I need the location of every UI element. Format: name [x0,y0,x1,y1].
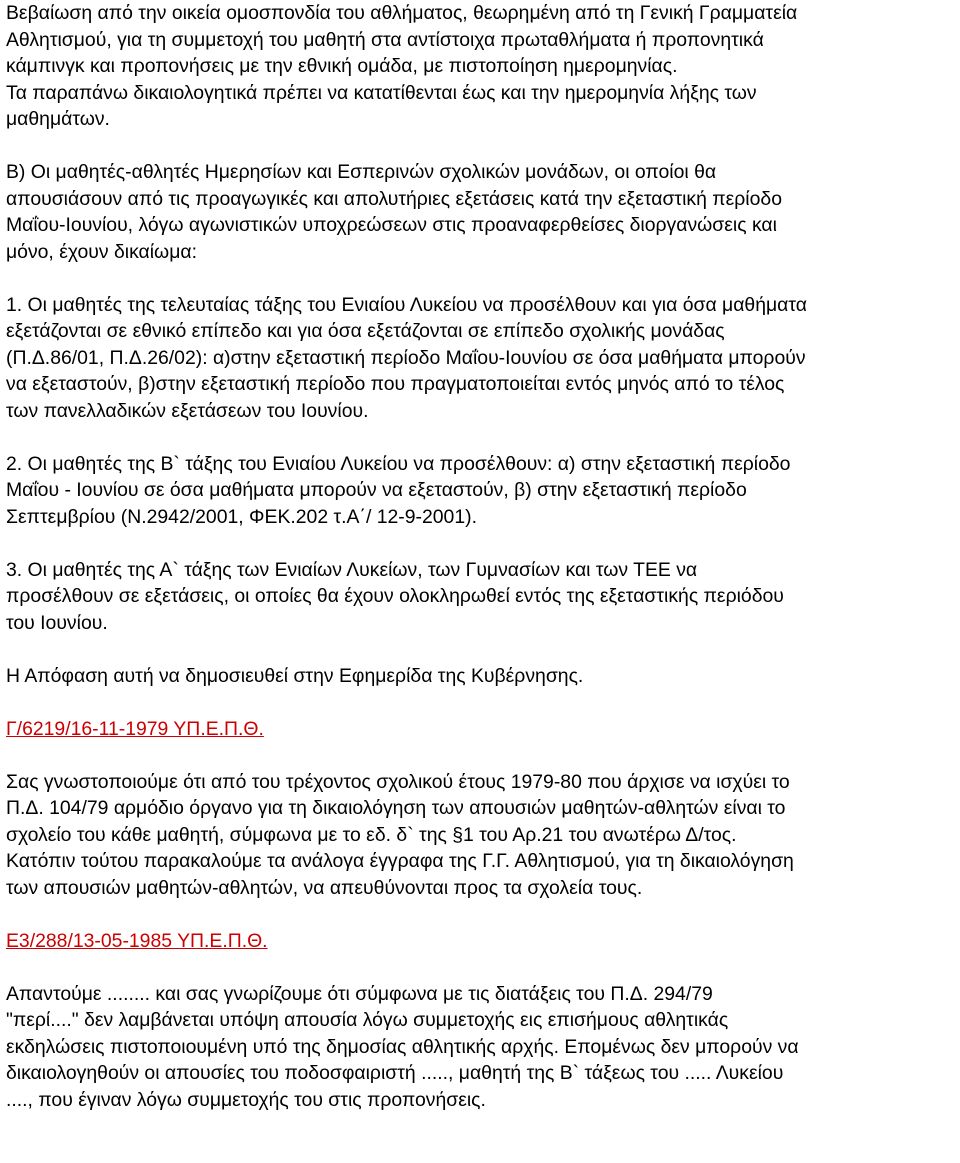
text-line: "περί...." δεν λαμβάνεται υπόψη απουσία λόγω συμμετοχής εις επισήμους αθλητικάς [6,1009,729,1031]
doc2-heading [6,928,960,955]
text-line: προσέλθουν σε εξετάσεις, οι οποίες θα έχουν ολοκληρωθεί εντός της εξεταστικής περιόδου [6,585,784,607]
text-line: μαθημάτων. [6,108,110,130]
doc1-paragraph [6,769,960,902]
text-line: των απουσιών μαθητών-αθλητών, να απευθύνονται προς τα σχολεία τους. [6,876,643,899]
text-line: (Π.Δ.86/01, Π.Δ.26/02): α)στην εξεταστική περίοδο Μαΐου-Ιουνίου σε όσα μαθήματα μπορούν [6,346,806,369]
text-line: 2. Οι μαθητές της Β` τάξης του Ενιαίου Λυκείου να προσέλθουν: α) στην εξεταστική περίοδο [6,452,791,475]
text-line: Βεβαίωση από την οικεία ομοσπονδία του αθλήματος, θεωρημένη από τη Γενική Γραμματεία [6,2,798,24]
text-line: 1. Οι μαθητές της τελευταίας τάξης του Ενιαίου Λυκείου να προσέλθουν και για όσα μαθήματα [6,293,807,316]
item-3-paragraph [6,557,960,637]
text-line: του Ιουνίου. [6,611,108,634]
paragraph-gap [6,901,960,928]
intro-paragraph [6,0,960,133]
text-line: Μαΐου-Ιουνίου, λόγω αγωνιστικών υποχρεώσεων στις προαναφερθείσες διοργανώσεις και [6,214,777,236]
section-b-paragraph [6,159,960,265]
paragraph-gap [6,424,960,451]
paragraph-gap [6,742,960,769]
text-line: Κατόπιν τούτου παρακαλούμε τα ανάλογα έγγραφα της Γ.Γ. Αθλητισμού, για τη δικαιολόγηση [6,850,794,872]
text-line: Τα παραπάνω δικαιολογητικά πρέπει να κατατίθενται έως και την ημερομηνία λήξης των [6,81,757,104]
item-2-paragraph [6,451,960,531]
text-line: κάμπινγκ και προπονήσεις με την εθνική ομάδα, με πιστοποίηση ημερομηνίας. [6,55,678,77]
text-line: Αθλητισμού, για τη συμμετοχή του μαθητή στα αντίστοιχα πρωταθλήματα ή προπονητικά [6,28,764,51]
paragraph-gap [6,530,960,557]
text-line: Μαΐου - Ιουνίου σε όσα μαθήματα μπορούν να εξεταστούν, β) στην εξεταστική περίοδο [6,479,747,501]
text-line: ...., που έγιναν λόγω συμμετοχής του στις προπονήσεις. [6,1088,486,1111]
text-line: δικαιολογηθούν οι απουσίες του ποδοσφαιριστή ....., μαθητή της Β` τάξεως του ..... Λυκείου [6,1062,784,1084]
text-line: Απαντούμε ........ και σας γνωρίζουμε ότι σύμφωνα με τις διατάξεις του Π.Δ. 294/79 [6,982,713,1005]
paragraph-gap [6,133,960,160]
text-line: Σας γνωστοποιούμε ότι από του τρέχοντος σχολικού έτους 1979-80 που άρχισε να ισχύει το [6,770,790,793]
text-line: Σεπτεμβρίου (Ν.2942/2001, ΦΕΚ.202 τ.Α΄/ 12-9-2001). [6,505,477,528]
text-line: των πανελλαδικών εξετάσεων του Ιουνίου. [6,399,369,422]
document-page [6,0,960,1113]
doc1-heading [6,716,960,743]
text-line: σχολείο του κάθε μαθητή, σύμφωνα με το εδ. δ` της §1 του Αρ.21 του ανωτέρω Δ/τος. [6,823,737,846]
text-line: Η Απόφαση αυτή να δημοσιευθεί στην Εφημερίδα της Κυβέρνησης. [6,664,584,687]
text-line: μόνο, έχουν δικαίωμα: [6,240,197,263]
item-1-paragraph [6,292,960,425]
text-line: εκδηλώσεις πιστοποιουμένη υπό της δημοσίας αθλητικής αρχής. Επομένως δεν μπορούν να [6,1035,799,1058]
paragraph-gap [6,636,960,663]
text-line: εξετάζονται σε εθνικό επίπεδο και για όσα εξετάζονται σε επίπεδο σχολικής μονάδας [6,320,725,342]
text-line: Β) Οι μαθητές-αθλητές Ημερησίων και Εσπερινών σχολικών μονάδων, οι οποίοι θα [6,161,717,183]
paragraph-gap [6,689,960,716]
publication-paragraph [6,663,960,690]
text-line: απουσιάσουν από τις προαγωγικές και απολυτήριες εξετάσεις κατά την εξεταστική περίοδο [6,187,782,210]
text-line: Π.Δ. 104/79 αρμόδιο όργανο για τη δικαιολόγηση των απουσιών μαθητών-αθλητών είναι το [6,797,786,819]
text-line: να εξεταστούν, β)στην εξεταστική περίοδο που πραγματοποιείται εντός μηνός από το τέλος [6,373,785,395]
doc2-paragraph [6,981,960,1114]
text-line: 3. Οι μαθητές της Α` τάξης των Ενιαίων Λυκείων, των Γυμνασίων και των ΤΕΕ να [6,558,698,581]
paragraph-gap [6,954,960,981]
doc1-reference-link[interactable]: Γ/6219/16-11-1979 ΥΠ.Ε.Π.Θ. [6,717,264,740]
paragraph-gap [6,265,960,292]
doc2-reference-link[interactable]: Ε3/288/13-05-1985 ΥΠ.Ε.Π.Θ. [6,929,268,952]
